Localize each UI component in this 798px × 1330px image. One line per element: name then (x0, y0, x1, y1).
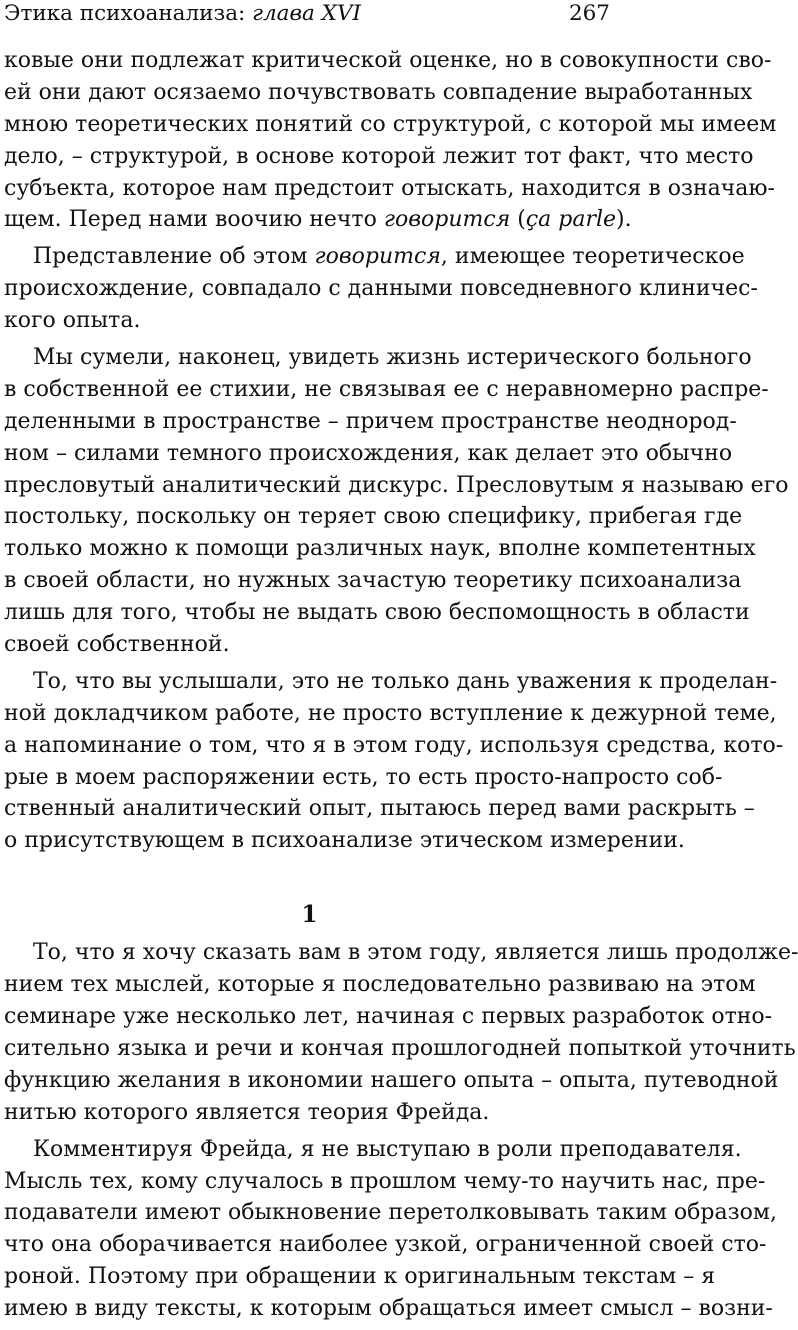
text-line: имею в виду тексты, к которым обращаться имеет смысл – возни- (4, 1296, 773, 1322)
text-line: рые в моем распоряжении есть, то есть просто-напросто соб- (4, 764, 723, 790)
chapter-label: глава XVI (252, 1, 361, 26)
text-line: субъекта, которое нам предстоит отыскать, находится в означаю- (4, 175, 775, 201)
text-line: роной. Поэтому при обращении к оригинальным текстам – я (4, 1264, 716, 1290)
text-line: постольку, поскольку он теряет свою специфику, прибегая где (4, 504, 743, 530)
text-line: ковые они подлежат критической оценке, но в совокупности сво- (4, 48, 772, 73)
text-run: ( (510, 207, 526, 233)
running-title (4, 2, 361, 26)
paragraph (4, 45, 777, 236)
text-line: дело, – структурой, в основе которой лежит тот факт, что место (4, 143, 754, 169)
text-line: лишь для того, чтобы не выдать свою беспомощность в области (4, 600, 750, 626)
text-line: кого опыта. (4, 308, 141, 334)
text-line: что она оборачивается наиболее узкой, ограниченной своей сто- (4, 1232, 767, 1258)
text-line: Мы сумели, наконец, увидеть жизнь истерического больного (33, 345, 752, 371)
text-line: ей они дают осязаемо почувствовать совпадение выработанных (4, 79, 753, 105)
emphasis-text: говорится (383, 207, 511, 233)
text-line: происхождение, совпадало с данными повседневного клиничес- (4, 276, 758, 302)
text-line: деленными в пространстве – причем пространстве неоднород- (4, 408, 737, 434)
text-line: подаватели имеют обыкновение перетолковывать таким образом, (4, 1200, 777, 1226)
text-line: а напоминание о том, что я в этом году, используя средства, кото- (4, 732, 784, 758)
text-line: нитью которого является теория Фрейда. (4, 1099, 490, 1125)
text-run: , имеющее теоретическое (440, 244, 745, 270)
section-number: 1 (301, 901, 318, 929)
paragraph (4, 937, 798, 1128)
paragraph (4, 342, 789, 661)
text-line: Комментируя Фрейда, я не выступаю в роли преподавателя. (33, 1136, 742, 1162)
text-line: ном – силами темного происхождения, как делает это обычно (4, 440, 733, 466)
text-line: ственный аналитический опыт, пытаюсь перед вами раскрыть – (4, 796, 755, 822)
text-line: мною теоретических понятий со структурой, с которой мы имеем (4, 111, 777, 137)
text-line: семинаре уже несколько лет, начиная с первых разработок отно- (4, 1004, 773, 1030)
emphasis-text: говорится (314, 244, 441, 270)
text-line: нием тех мыслей, которые я последовательно развиваю на этом (4, 972, 756, 998)
text-line: функцию желания в икономии нашего опыта – опыта, путеводной (4, 1067, 779, 1093)
text-line: в собственной ее стихии, не связывая ее с неравномерно распре- (4, 376, 769, 402)
text-line: То, что вы услышали, это не только дань уважения к проделан- (33, 668, 778, 694)
body-text (4, 45, 798, 1330)
text-run: щем. Перед нами воочию нечто (4, 207, 384, 233)
foreign-phrase: ça parle (525, 207, 617, 233)
paragraph (4, 241, 758, 337)
text-run: ). (616, 207, 632, 233)
page-number: 267 (568, 1, 610, 26)
text-line: о присутствующем в психоанализе этическом измерении. (4, 828, 685, 854)
running-header (4, 0, 614, 36)
text-line: Мысль тех, кому случалось в прошлом чему-то научить нас, пре- (4, 1168, 766, 1194)
text-line: в своей области, но нужных зачастую теоретику психоанализа (4, 568, 742, 594)
text-line: ной докладчиком работе, не просто вступление к дежурной теме, (4, 700, 777, 726)
text-line (4, 204, 632, 236)
text-line: только можно к помощи различных наук, вполне компетентных (4, 536, 756, 562)
paragraph (4, 666, 784, 857)
text-line (4, 241, 745, 273)
text-run: Представление об этом (33, 244, 315, 270)
text-line: сительно языка и речи и кончая прошлогодней попыткой уточнить (4, 1035, 796, 1061)
text-line: То, что я хочу сказать вам в этом году, является лишь продолже- (33, 940, 798, 966)
text-line: пресловутый аналитический дискурс. Пресловутым я называю его (4, 472, 789, 498)
book-title: Этика психоанализа: (4, 1, 253, 26)
text-line: своей собственной. (4, 632, 230, 658)
paragraph (4, 1134, 777, 1325)
